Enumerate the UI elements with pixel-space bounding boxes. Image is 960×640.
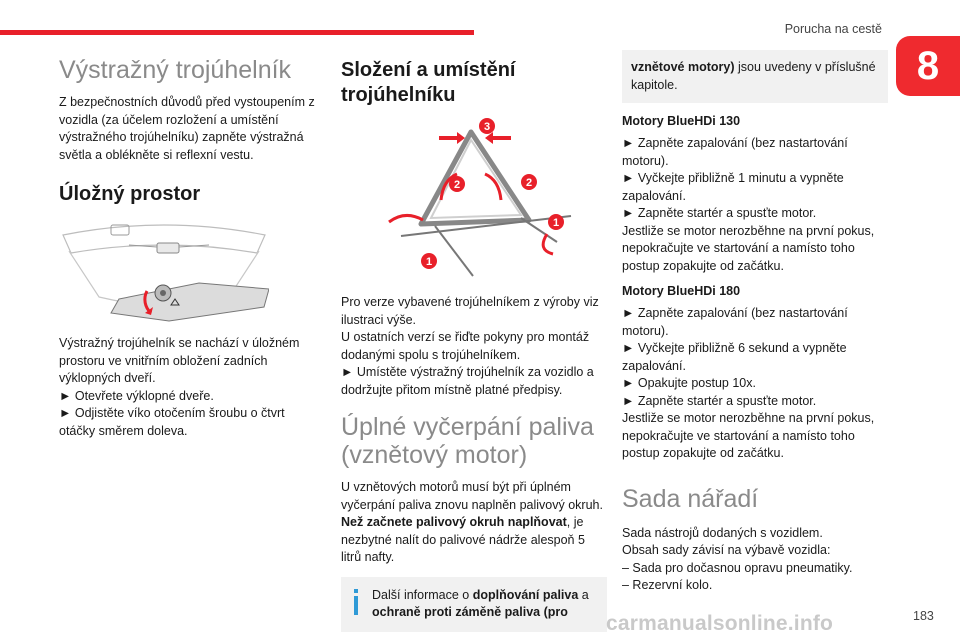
info-text-1: Další informace o xyxy=(372,587,473,602)
section-title-storage: Úložný prostor xyxy=(59,183,201,205)
chapter-number-badge: 8 xyxy=(896,36,960,96)
callout-1-left: 1 xyxy=(425,256,433,268)
engine-130-note: Jestliže se motor nerozběhne na první pokus, nepokračujte ve startování a namísto toho postup zopakujte od začátku. xyxy=(622,223,875,273)
column-left xyxy=(59,50,321,440)
info-icon xyxy=(351,589,361,615)
engine-180-step: ► Opakujte postup 10x. xyxy=(622,376,756,390)
column-right xyxy=(622,50,888,595)
engine-180-step: ► Zapněte zapalování (bez nastartování motoru). xyxy=(622,306,848,338)
section-title-fuel: Úplné vyčerpání paliva (vznětový motor) xyxy=(341,413,594,469)
engine-180-step: ► Vyčkejte přibližně 6 sekund a vypněte zapalování. xyxy=(622,341,847,373)
assembly-text-3: ► Umístěte výstražný trojúhelník za vozidlo a dodržujte přitom místně platné předpisy. xyxy=(341,365,594,397)
info-text-2: a xyxy=(578,587,589,602)
continued-text: jsou uvedeny v příslušné kapitole. xyxy=(631,60,876,92)
engine-130-step: ► Zapněte startér a spusťte motor. xyxy=(622,206,817,220)
engine-180-note: Jestliže se motor nerozběhne na první pokus, nepokračujte ve startování a namísto toho postup zopakujte od začátku. xyxy=(622,411,875,460)
fuel-text-part-1: U vznětových motorů musí být při úplném vyčerpání paliva znovu naplněn palivový okruh. xyxy=(341,480,603,512)
info-text xyxy=(372,587,597,622)
engine-180-step: ► Zapněte startér a spusťte motor. xyxy=(622,393,817,408)
storage-step-open: ► Otevřete výklopné dveře. xyxy=(59,388,214,403)
fuel-paragraph xyxy=(341,479,607,567)
info-bold-misfuel: ochraně proti záměně paliva (pro xyxy=(372,605,568,619)
section-title-triangle: Výstražný trojúhelník xyxy=(59,56,292,84)
engine-130-heading: Motory BlueHDi 130 xyxy=(622,114,741,128)
tools-line: Obsah sady závisí na výbavě vozidla: xyxy=(622,543,831,557)
callout-2-right: 2 xyxy=(525,177,533,189)
triangle-intro-text: Z bezpečnostních důvodů před vystoupením z vozidla (za účelem rozložení a umístění výstražného trojúhelníku) zapněte výstražná světla a oblékněte si reflexní vestu. xyxy=(59,95,315,162)
continued-bold: vznětové motory) xyxy=(631,60,735,74)
triangle-assembly-illustration xyxy=(361,114,607,286)
storage-step-unlock: ► Odjistěte víko otočením šroubu o čtvrt otáčky směrem doleva. xyxy=(59,406,285,438)
info-bold-refuel: doplňování paliva xyxy=(472,587,579,602)
page-number: 183 xyxy=(913,609,934,623)
assembly-text-2: U ostatních verzí se řiďte pokyny pro montáž dodanými spolu s trojúhelníkem. xyxy=(341,330,590,362)
continued-info-text xyxy=(631,59,878,94)
tools-line: – Rezervní kolo. xyxy=(622,578,713,592)
storage-description: Výstražný trojúhelník se nachází v úložném prostoru ve vnitřním obložení zadních výklopných dveří. xyxy=(59,336,300,385)
trunk-storage-illustration xyxy=(59,217,321,325)
engine-130-step: ► Vyčkejte přibližně 1 minutu a vypněte zapalování. xyxy=(622,171,844,203)
page-header-title: Porucha na cestě xyxy=(784,22,882,36)
watermark: carmanualsonline.info xyxy=(606,612,834,635)
callout-1-right: 1 xyxy=(552,217,560,229)
section-title-tools: Sada nářadí xyxy=(622,484,759,513)
assembly-text-1: Pro verze vybavené trojúhelníkem z výroby viz ilustraci výše. xyxy=(341,295,599,327)
column-middle xyxy=(341,50,607,632)
callout-3: 3 xyxy=(483,121,491,133)
callout-2-left: 2 xyxy=(453,179,461,191)
accent-bar xyxy=(0,30,474,35)
tools-line: Sada nástrojů dodaných s vozidlem. xyxy=(622,525,823,540)
info-box xyxy=(341,577,607,632)
fuel-text-bold: Než začnete palivový okruh naplňovat xyxy=(341,515,567,529)
section-title-assembly: Složení a umístění trojúhelníku xyxy=(341,59,516,106)
engine-130-step: ► Zapněte zapalování (bez nastartování motoru). xyxy=(622,136,848,168)
fuel-text-part-2: , je nezbytné nalít do palivové nádrže alespoň 5 litrů nafty. xyxy=(341,515,585,564)
tools-line: – Sada pro dočasnou opravu pneumatiky. xyxy=(622,560,853,575)
continued-info-box xyxy=(622,50,888,103)
engine-180-heading: Motory BlueHDi 180 xyxy=(622,284,741,298)
